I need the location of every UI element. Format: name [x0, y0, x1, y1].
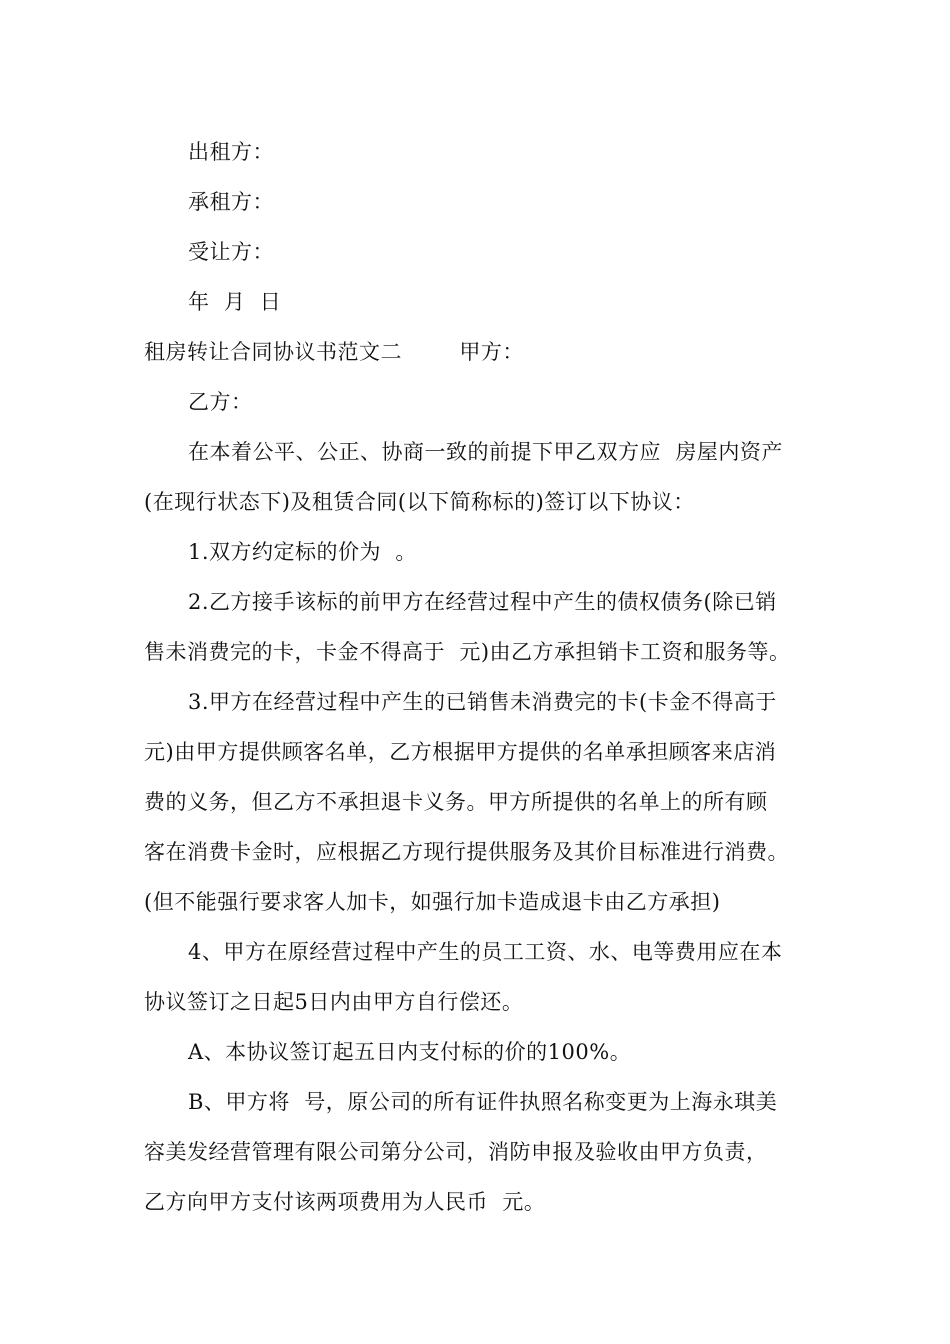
paragraph-line: 售未消费完的卡，卡金不得高于 元)由乙方承担销卡工资和服务等。 [144, 640, 791, 664]
clause-3: 3.甲方在经营过程中产生的已销售未消费完的卡(卡金不得高于 [188, 690, 777, 714]
clause-a: A、本协议签订起五日内支付标的价的100%。 [188, 1040, 632, 1064]
paragraph-line: 协议签订之日起5日内由甲方自行偿还。 [144, 990, 524, 1014]
lessor-label: 出租方： [188, 140, 274, 164]
clause-1: 1.双方约定标的价为 。 [188, 540, 417, 564]
clause-2: 2.乙方接手该标的前甲方在经营过程中产生的债权债务(除已销 [188, 590, 777, 614]
clause-b: B、甲方将 号，原公司的所有证件执照名称变更为上海永琪美 [188, 1090, 778, 1114]
paragraph-line: 客在消费卡金时，应根据乙方现行提供服务及其价目标准进行消费。 [144, 840, 789, 864]
section-title: 租房转让合同协议书范文二 甲方： [144, 340, 524, 364]
date-line: 年 月 日 [188, 290, 282, 314]
paragraph-line: 费的义务，但乙方不承担退卡义务。甲方所提供的名单上的所有顾 [144, 790, 768, 814]
paragraph-line: 乙方向甲方支付该两项费用为人民币 元。 [144, 1190, 546, 1214]
paragraph-line: 元)由甲方提供顾客名单，乙方根据甲方提供的名单承担顾客来店消 [144, 740, 777, 764]
paragraph-line: (但不能强行要求客人加卡，如强行加卡造成退卡由乙方承担) [144, 890, 721, 914]
paragraph-line: 容美发经营管理有限公司第分公司，消防申报及验收由甲方负责， [144, 1140, 768, 1164]
clause-4: 4、甲方在原经营过程中产生的员工工资、水、电等费用应在本 [188, 940, 783, 964]
paragraph-line: (在现行状态下)及租赁合同(以下简称标的)签订以下协议： [144, 490, 695, 514]
lessee-label: 承租方： [188, 190, 274, 214]
party-b-label: 乙方： [188, 390, 253, 414]
transferee-label: 受让方： [188, 240, 274, 264]
paragraph-line: 在本着公平、公正、协商一致的前提下甲乙双方应 房屋内资产 [188, 440, 783, 464]
